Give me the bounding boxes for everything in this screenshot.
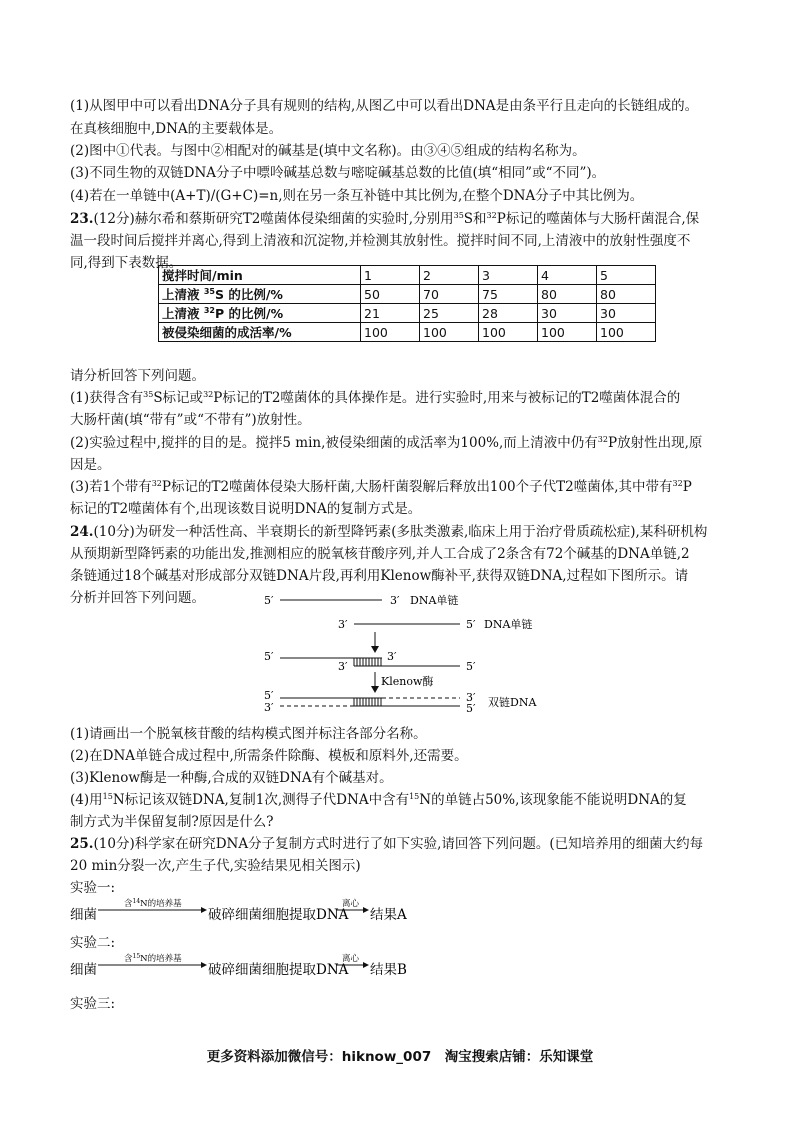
arrow-down-icon xyxy=(371,646,379,653)
flow-middle: 破碎细菌细胞提取DNA xyxy=(208,907,349,923)
table-row-label: 上清液 $^{32}$P 的比例/% xyxy=(159,304,361,323)
q24-intro-line-d: 分析并回答下列问题。 xyxy=(70,590,205,606)
q23-part2-line-a: (2)实验过程中,搅拌的目的是。搅拌5 min,被侵染细菌的成活率为100%,而上清液中仍有$^{32}$P放射性出现,原 xyxy=(70,435,703,451)
medium-label: 含$^{14}$N的培养基 xyxy=(124,898,182,909)
flow-middle: 破碎细菌细胞提取DNA xyxy=(208,962,349,978)
table-cell: 100 xyxy=(479,323,538,342)
label-3prime: 3′ xyxy=(390,594,400,607)
q23-part1-line-b: 大肠杆菌(填“带有”或“不带有”)放射性。 xyxy=(70,412,311,428)
flow-result: 结果A xyxy=(370,907,407,923)
q24-part3: (3)Klenow酶是一种酶,合成的双链DNA有个碱基对。 xyxy=(70,770,393,786)
q23-number: 23. xyxy=(70,211,94,227)
q25-intro-line-a: 25.(10分)科学家在研究DNA分子复制方式时进行了如下实验,请回答下列问题。(已知培养用的细菌大约每 xyxy=(70,836,704,852)
table-row xyxy=(159,304,656,323)
table-header-cell: 4 xyxy=(538,266,597,285)
experiment2-flow xyxy=(70,950,450,988)
table-cell: 100 xyxy=(597,323,656,342)
table-cell: 50 xyxy=(361,285,420,304)
label-3prime: 3′ xyxy=(466,691,476,704)
single-strand-label: DNA单链 xyxy=(410,594,459,607)
table-cell: 25 xyxy=(420,304,479,323)
q23-intro-line-a: 23.(12分)赫尔希和蔡斯研究T2噬菌体侵染细菌的实验时,分别用$^{35}$S和$^{32}$P标记的噬菌体与大肠杆菌混合,保 xyxy=(70,211,700,227)
q22-part2: (2)图中①代表。与图中②相配对的碱基是(填中文名称)。由③④⑤组成的结构名称为。 xyxy=(70,143,586,159)
table-cell: 100 xyxy=(361,323,420,342)
table-cell: 21 xyxy=(361,304,420,323)
arrow-right-icon xyxy=(201,962,207,968)
arrow-right-icon xyxy=(201,907,207,913)
label-3prime: 3′ xyxy=(338,660,348,673)
table-header-cell: 搅拌时间/min xyxy=(159,266,361,285)
table-cell: 100 xyxy=(538,323,597,342)
q23-intro-line-c: 同,得到下表数据。 xyxy=(70,255,183,271)
klenow-process-diagram xyxy=(250,588,550,718)
centrifuge-label: 离心 xyxy=(342,899,360,909)
medium-label: 含$^{15}$N的培养基 xyxy=(124,953,182,964)
q23-prompt: 请分析回答下列问题。 xyxy=(70,368,205,384)
q25-intro-line-b: 20 min分裂一次,产生子代,实验结果见相关图示) xyxy=(70,858,361,874)
q24-part2: (2)在DNA单链合成过程中,所需条件除酶、模板和原料外,还需要。 xyxy=(70,748,468,764)
table-cell: 80 xyxy=(597,285,656,304)
q24-intro-line-a: 24.(10分)为研发一种活性高、半衰期长的新型降钙素(多肽类激素,临床上用于治疗骨质疏松症),某科研机构 xyxy=(70,524,708,540)
table-cell: 80 xyxy=(538,285,597,304)
label-5prime: 5′ xyxy=(264,689,274,702)
double-strand-label: 双链DNA xyxy=(488,696,537,709)
table-header-cell: 3 xyxy=(479,266,538,285)
label-5prime: 5′ xyxy=(466,702,476,715)
table-cell: 100 xyxy=(420,323,479,342)
q24-intro-line-c: 条链通过18个碱基对形成部分双链DNA片段,再利用Klenow酶补平,获得双链DNA,过程如下图所示。请 xyxy=(70,568,689,584)
table-row xyxy=(159,285,656,304)
experiment3-title: 实验三: xyxy=(70,996,116,1012)
arrow-right-icon xyxy=(363,907,369,913)
label-5prime: 5′ xyxy=(466,618,476,631)
q22-part1-line-b: 在真核细胞中,DNA的主要载体是。 xyxy=(70,121,283,137)
table-row-label: 被侵染细菌的成活率/% xyxy=(159,323,361,342)
arrow-down-icon xyxy=(371,686,379,693)
q22-part1-line-a: (1)从图甲中可以看出DNA分子具有规则的结构,从图乙中可以看出DNA是由条平行且走向的长链组成的。 xyxy=(70,98,699,114)
base-pair-hatch xyxy=(354,658,381,666)
label-3prime: 3′ xyxy=(264,701,274,714)
single-strand-label: DNA单链 xyxy=(484,618,533,631)
table-cell: 30 xyxy=(538,304,597,323)
table-header-row xyxy=(159,266,656,285)
table-cell: 75 xyxy=(479,285,538,304)
table-row-label: 上清液 $^{35}$S 的比例/% xyxy=(159,285,361,304)
q23-part3-line-b: 标记的T2噬菌体有个,出现该数目说明DNA的复制方式是。 xyxy=(70,501,422,517)
table-cell: 28 xyxy=(479,304,538,323)
q23-part2-line-b: 因是。 xyxy=(70,457,111,473)
q24-part4-line-b: 制方式为半保留复制?原因是什么? xyxy=(70,814,274,830)
flow-result: 结果B xyxy=(370,962,407,978)
label-3prime: 3′ xyxy=(387,650,397,663)
table-header-cell: 5 xyxy=(597,266,656,285)
q23-intro-line-b: 温一段时间后搅拌并离心,得到上清液和沉淀物,并检测其放射性。搅拌时间不同,上清液中的放射性强度不 xyxy=(70,233,691,249)
flow-start: 细菌 xyxy=(70,962,97,978)
q24-part4-line-a: (4)用$^{15}$N标记该双链DNA,复制1次,测得子代DNA中含有$^{15}$N的单链占50%,该现象能不能说明DNA的复 xyxy=(70,792,687,808)
q22-part4: (4)若在一单链中(A+T)/(G+C)=n,则在另一条互补链中其比例为,在整个DNA分子中其比例为。 xyxy=(70,188,644,204)
label-5prime: 5′ xyxy=(264,594,274,607)
flow-start: 细菌 xyxy=(70,907,97,923)
q24-part1: (1)请画出一个脱氧核苷酸的结构模式图并标注各部分名称。 xyxy=(70,726,427,742)
arrow-right-icon xyxy=(363,962,369,968)
table-row xyxy=(159,323,656,342)
experiment2-title: 实验二: xyxy=(70,935,116,951)
q22-part3: (3)不同生物的双链DNA分子中嘌呤碱基总数与嘧啶碱基总数的比值(填“相同”或“不同”)。 xyxy=(70,165,606,181)
label-5prime: 5′ xyxy=(466,660,476,673)
centrifuge-label: 离心 xyxy=(342,954,360,964)
table-cell: 30 xyxy=(597,304,656,323)
q24-intro-line-b: 从预期新型降钙素的功能出发,推测相应的脱氧核苷酸序列,并人工合成了2条含有72个碱基的DNA单链,2 xyxy=(70,546,690,562)
q23-part1-line-a: (1)获得含有$^{35}$S标记或$^{32}$P标记的T2噬菌体的具体操作是。进行实验时,用来与被标记的T2噬菌体混合的 xyxy=(70,390,681,406)
experiment1-title: 实验一: xyxy=(70,880,116,896)
table-cell: 70 xyxy=(420,285,479,304)
footer-ad: 更多资料添加微信号：hiknow_007 淘宝搜索店铺：乐知课堂 xyxy=(206,1049,594,1065)
klenow-label: Klenow酶 xyxy=(381,675,434,688)
q23-part3-line-a: (3)若1个带有$^{32}$P标记的T2噬菌体侵染大肠杆菌,大肠杆菌裂解后释放出100个子代T2噬菌体,其中带有$^{32}$P xyxy=(70,479,692,495)
label-5prime: 5′ xyxy=(264,650,274,663)
label-3prime: 3′ xyxy=(338,618,348,631)
stirring-data-table xyxy=(158,265,656,342)
table-header-cell: 1 xyxy=(361,266,420,285)
table-header-cell: 2 xyxy=(420,266,479,285)
experiment1-flow xyxy=(70,895,450,933)
